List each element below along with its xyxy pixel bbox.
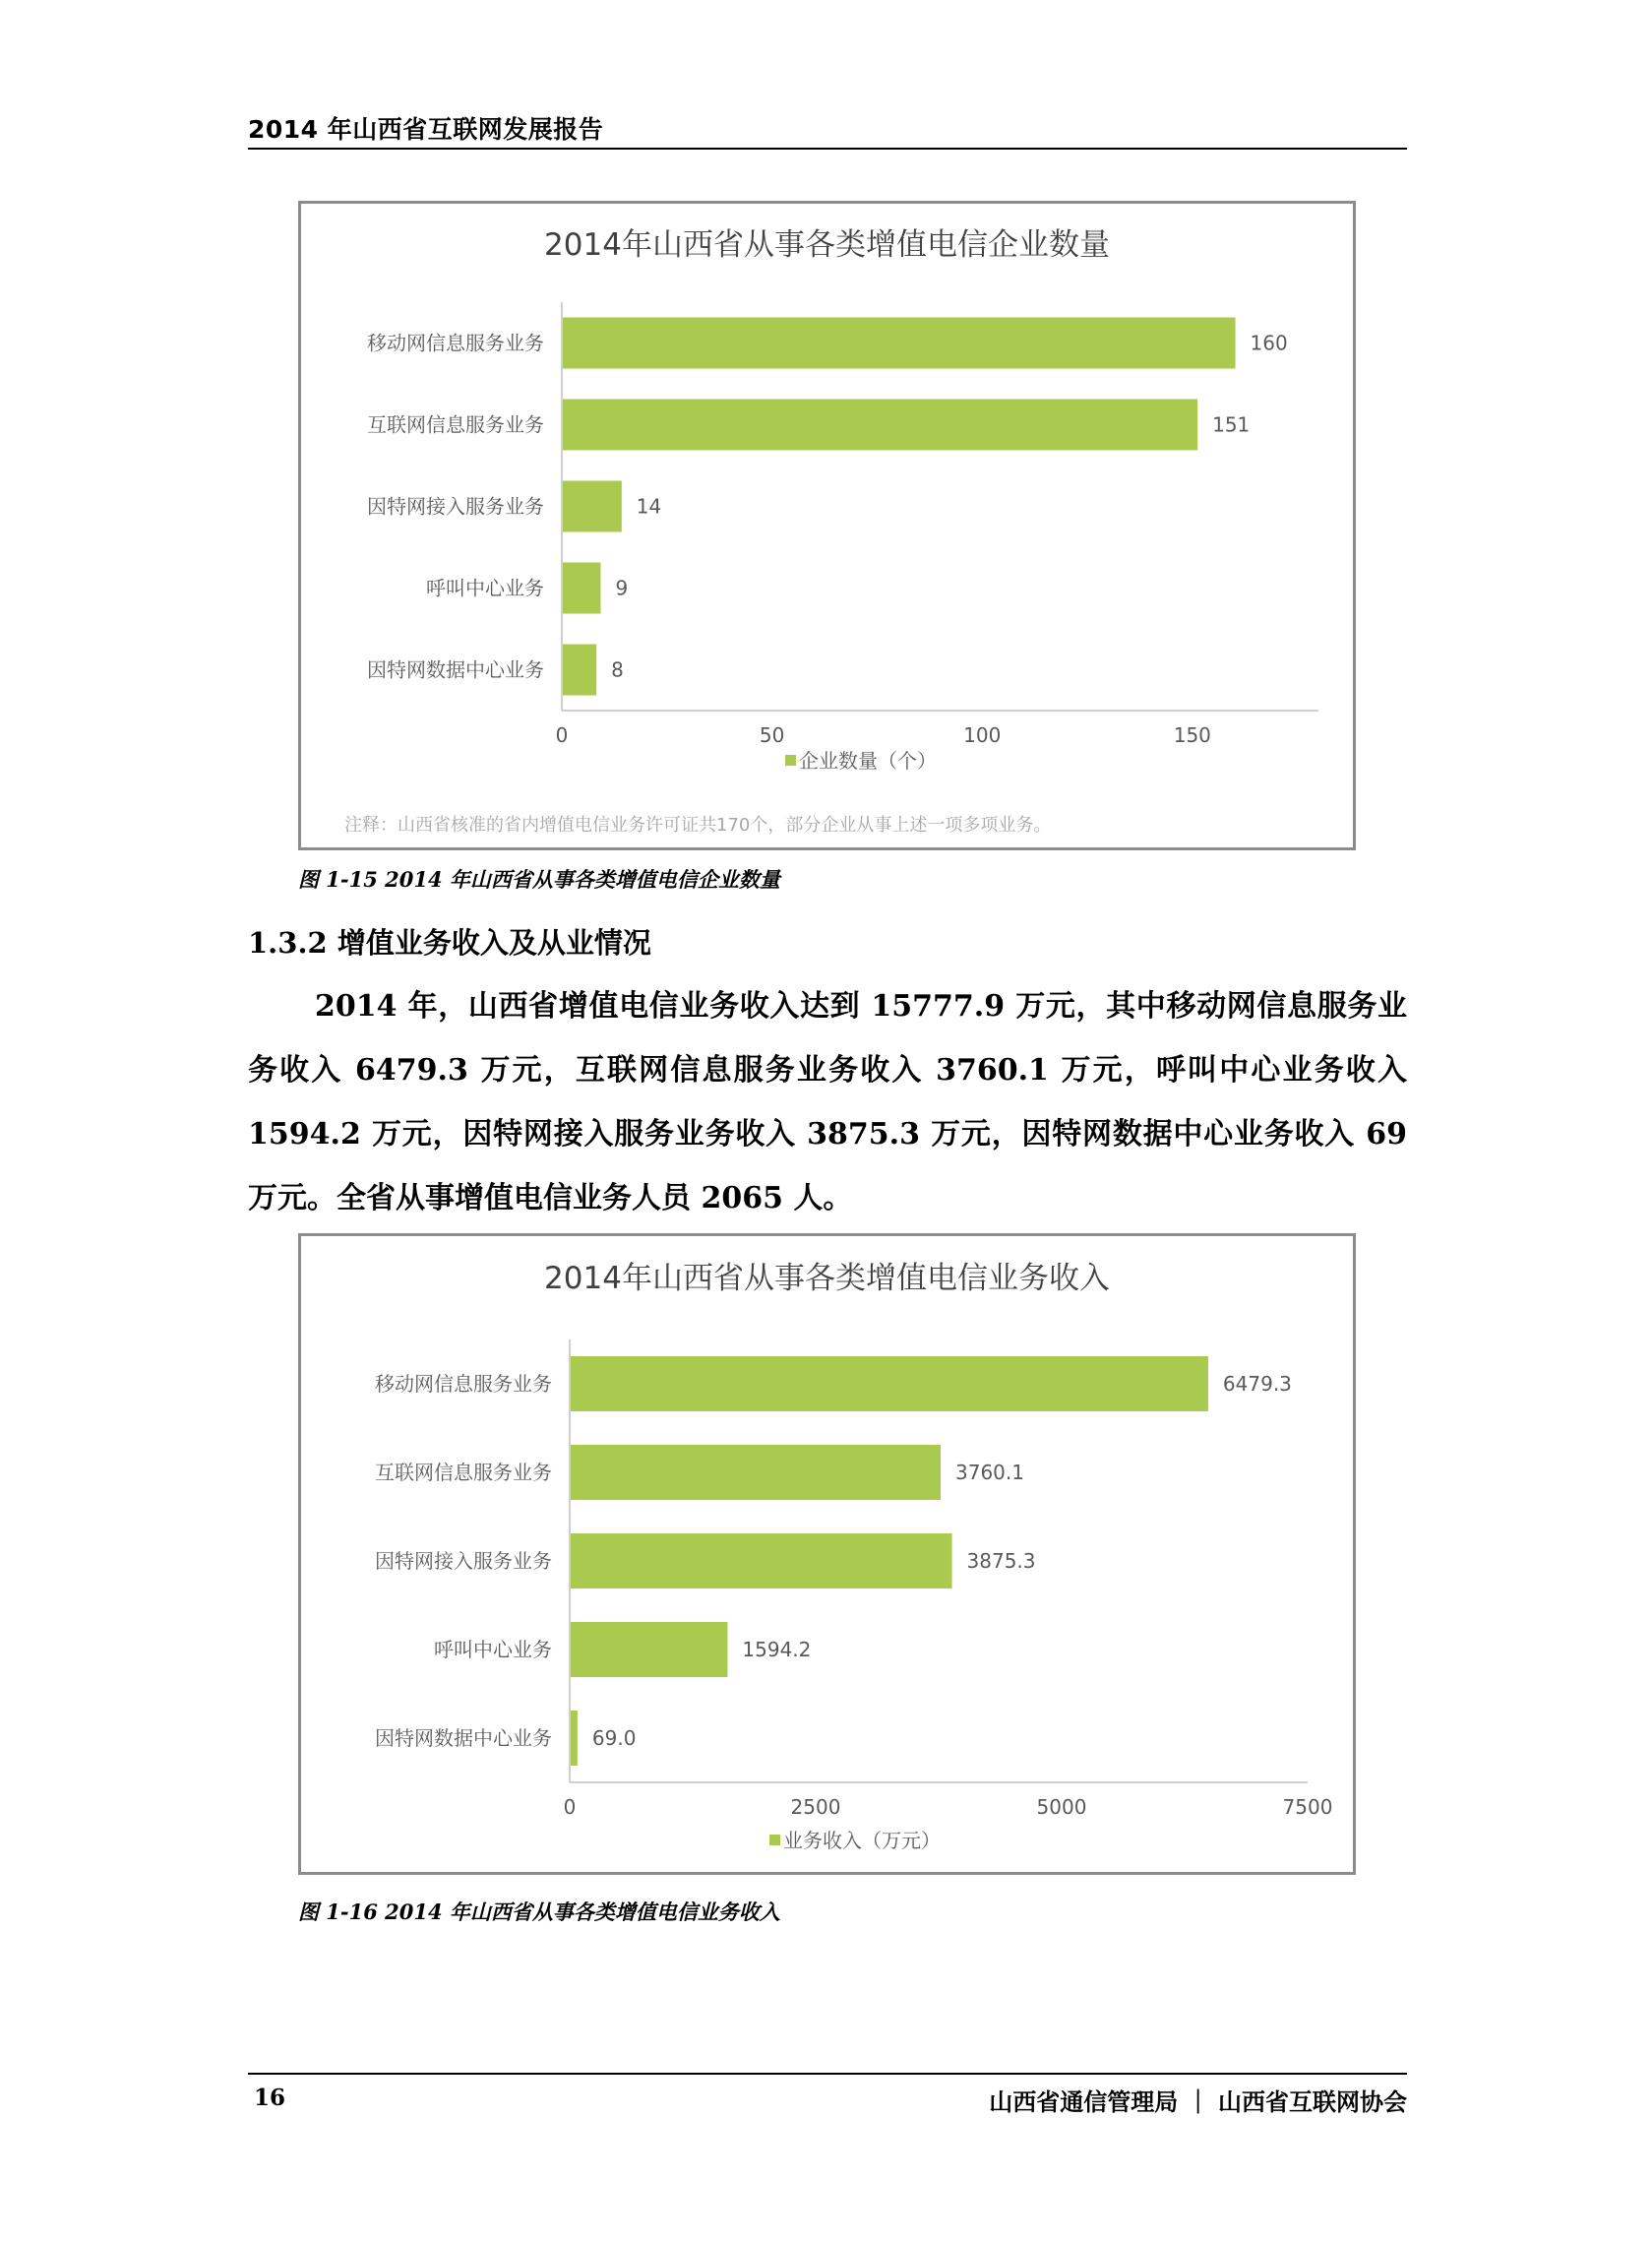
- data-label: 160: [1250, 331, 1288, 355]
- x-tick-label: 7500: [1282, 1795, 1333, 1819]
- data-label: 151: [1212, 412, 1251, 437]
- category-label: 移动网信息服务业务: [367, 331, 544, 355]
- chart-enterprise-count-svg: [301, 204, 1353, 847]
- report-header-title: 2014 年山西省互联网发展报告: [248, 115, 604, 144]
- x-tick-label: 100: [963, 723, 1002, 747]
- legend-swatch: [785, 755, 796, 766]
- bar: [571, 1711, 578, 1766]
- chart-enterprise-count: [298, 201, 1356, 850]
- legend-label: 企业数量（个）: [799, 749, 937, 773]
- data-label: 14: [636, 494, 662, 519]
- category-label: 呼叫中心业务: [434, 1638, 552, 1661]
- data-label: 9: [615, 576, 629, 600]
- figure-caption-1-15: 图 1-15 2014 年山西省从事各类增值电信企业数量: [298, 867, 780, 892]
- category-label: 互联网信息服务业务: [367, 412, 544, 437]
- bar: [571, 1356, 1208, 1411]
- chart-business-revenue-svg: [301, 1236, 1353, 1872]
- bar: [563, 318, 1236, 369]
- footer-rule: [248, 2073, 1407, 2075]
- section-heading: 1.3.2 增值业务收入及从业情况: [248, 926, 651, 960]
- bar: [571, 1622, 727, 1677]
- bar: [563, 481, 622, 532]
- page-number: 16: [254, 2085, 286, 2111]
- bar: [563, 400, 1197, 451]
- x-tick-label: 5000: [1036, 1795, 1087, 1819]
- data-label: 69.0: [591, 1726, 637, 1750]
- chart-title: 2014年山西省从事各类增值电信企业数量: [544, 227, 1110, 263]
- data-label: 3760.1: [955, 1461, 1024, 1484]
- category-label: 因特网接入服务业务: [375, 1549, 552, 1573]
- category-label: 互联网信息服务业务: [375, 1461, 552, 1484]
- x-tick-label: 2500: [790, 1795, 841, 1819]
- footer-organization: 山西省通信管理局 ｜ 山西省互联网协会: [989, 2088, 1407, 2116]
- chart-title: 2014年山西省从事各类增值电信业务收入: [544, 1261, 1110, 1296]
- category-label: 呼叫中心业务: [426, 576, 544, 600]
- data-label: 6479.3: [1222, 1372, 1292, 1396]
- legend-swatch: [769, 1835, 780, 1845]
- header-rule: [248, 148, 1407, 150]
- x-tick-label: 0: [563, 1795, 577, 1819]
- bar: [563, 563, 600, 614]
- x-tick-label: 150: [1173, 723, 1211, 747]
- category-label: 因特网接入服务业务: [367, 494, 544, 519]
- x-tick-label: 0: [555, 723, 569, 747]
- data-label: 1594.2: [742, 1638, 812, 1661]
- data-label: 8: [611, 657, 624, 682]
- chart-note: 注释：山西省核准的省内增值电信业务许可证共170个，部分企业从事上述一项多项业务。: [344, 815, 1052, 836]
- figure-caption-1-16: 图 1-16 2014 年山西省从事各类增值电信业务收入: [298, 1899, 780, 1924]
- bar: [571, 1533, 952, 1588]
- bar: [571, 1445, 941, 1500]
- chart-business-revenue: [298, 1233, 1356, 1875]
- body-paragraph: 2014 年，山西省增值电信业务收入达到 15777.9 万元，其中移动网信息服务业务收入 6479.3 万元，互联网信息服务业务收入 3760.1 万元，呼叫中心业务收入 1594.2 万元，因特网接入服务业务收入 3875.3 万元，因特网数据中心业务收入 69 万元。全省从事增值电信业务人员 2065 人。: [248, 989, 1407, 1215]
- bar: [563, 645, 596, 696]
- legend-label: 业务收入（万元）: [783, 1829, 941, 1852]
- category-label: 移动网信息服务业务: [375, 1372, 552, 1396]
- category-label: 因特网数据中心业务: [375, 1726, 552, 1750]
- category-label: 因特网数据中心业务: [367, 657, 544, 682]
- data-label: 3875.3: [966, 1549, 1036, 1573]
- x-tick-label: 50: [759, 723, 785, 747]
